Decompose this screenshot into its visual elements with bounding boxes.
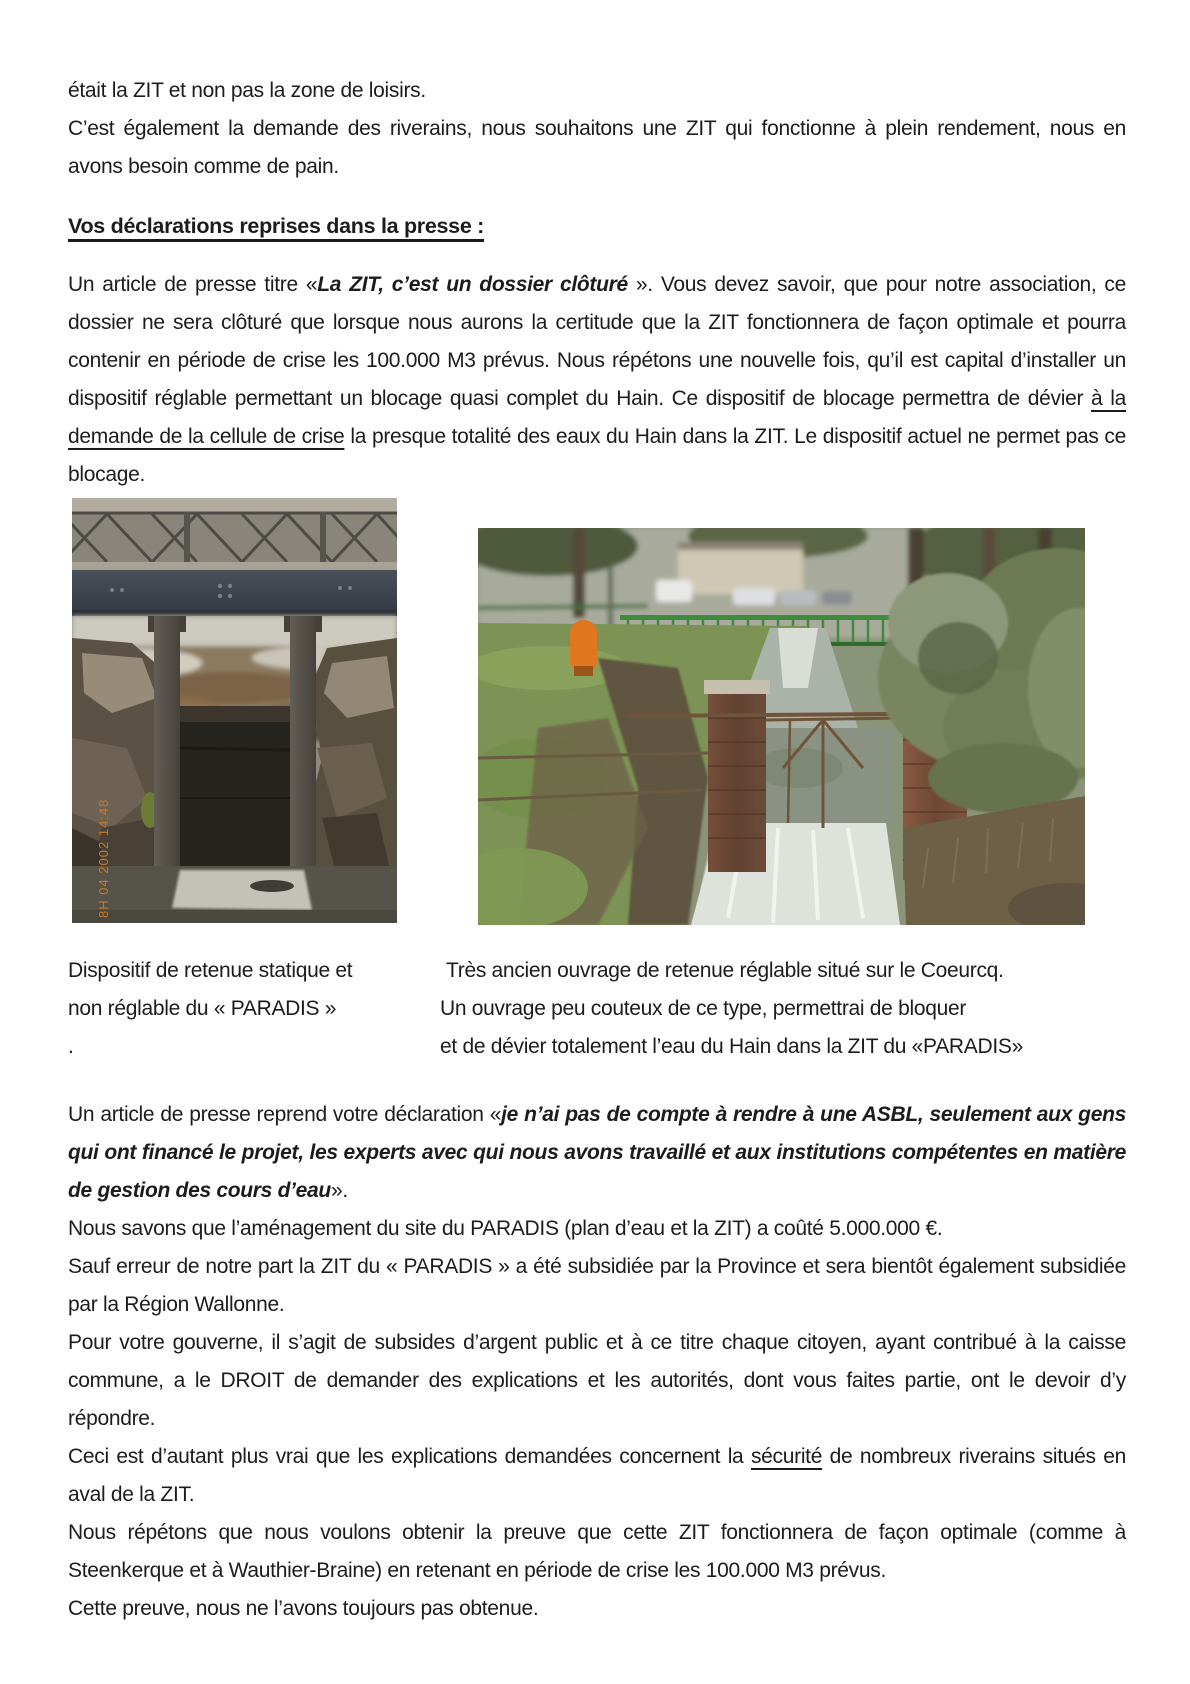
steel-girder xyxy=(72,570,397,616)
paragraph: était la ZIT et non pas la zone de loisirs. xyxy=(68,79,426,102)
text-segment: la presque totalité des eaux du Hain dans la ZIT. Le dispositif actuel ne permet pas ce blocage. xyxy=(68,425,1126,486)
text-segment: La ZIT, c’est un dossier clôturé xyxy=(317,273,636,296)
text-segment: Un article de presse titre « xyxy=(68,273,318,296)
paragraph: C’est également la demande des riverains, nous souhaitons une ZIT qui fonctionne à plein rendement, nous en avons besoin comme de pain. xyxy=(68,117,1126,178)
text-segment: Ceci est d’autant plus vrai que les explications demandées concernent la xyxy=(68,1445,751,1468)
water xyxy=(72,866,397,923)
press-paragraph xyxy=(68,266,1126,494)
camera-timestamp: 8H 04 2002 14:48 xyxy=(96,798,111,918)
paragraph: Nous répétons que nous voulons obtenir la preuve que cette ZIT fonctionnera de façon optimale (comme à Steenkerque et à Wauthier-Braine) en retenant en période de crise les 100.000 M3 prévus. xyxy=(68,1521,1126,1582)
paragraph xyxy=(68,266,1126,494)
paragraph: Nous savons que l’aménagement du site du PARADIS (plan d’eau et la ZIT) a coûté 5.000.000 €. xyxy=(68,1217,943,1240)
text-segment: ». xyxy=(330,1179,348,1202)
caption-line: . xyxy=(68,1035,74,1058)
caption-line: Dispositif de retenue statique et xyxy=(68,959,353,982)
orange-bollard xyxy=(570,620,597,676)
caption-right-photo xyxy=(440,952,1130,1066)
lower-body-text xyxy=(68,1096,1126,1628)
text-segment: de nombreux riverains situés en aval de la ZIT. xyxy=(68,1445,1126,1506)
photo-static-sluice-gate xyxy=(72,498,397,923)
paragraph: Pour votre gouverne, il s’agit de subsides d’argent public et à ce titre chaque citoyen, ayant contribué à la caisse commune, a le DROIT de demander des explications et les autorités, dont vous faites partie, ont le devoir d’y répondre. xyxy=(68,1331,1126,1430)
caption-line: non réglable du « PARADIS » xyxy=(68,997,337,1020)
sluice-gate xyxy=(180,706,290,871)
intro-paragraphs xyxy=(68,72,1126,186)
caption-line: Un ouvrage peu couteux de ce type, permettrai de bloquer xyxy=(440,997,967,1020)
photo-adjustable-weir xyxy=(478,528,1085,925)
caption-left-photo xyxy=(68,952,428,1066)
section-heading: Vos déclarations reprises dans la presse : xyxy=(68,214,485,238)
bridge-truss xyxy=(72,498,397,570)
paragraph: Cette preuve, nous ne l’avons toujours pas obtenue. xyxy=(68,1597,539,1620)
text-segment: Un article de presse reprend votre déclaration « xyxy=(68,1103,502,1126)
text-segment: sécurité xyxy=(750,1445,823,1468)
caption-line: Très ancien ouvrage de retenue réglable situé sur le Coeurcq. xyxy=(446,959,1004,982)
paragraph xyxy=(68,1096,1126,1210)
text-segment: je n’ai pas de compte à rendre à une ASBL, seulement aux gens qui ont financé le projet, les experts avec qui nous avons travaillé et aux institutions compétentes en matière de gestion des cours d’eau xyxy=(68,1103,1126,1202)
caption-line: et de dévier totalement l’eau du Hain dans la ZIT du «PARADIS» xyxy=(440,1035,1023,1058)
paragraph xyxy=(68,1438,1126,1514)
text-segment: ». Vous devez savoir, que pour notre association, ce dossier ne sera clôturé que lorsque nous aurons la certitude que la ZIT fonctionnera de façon optimale et pourra contenir en période de crise les 100.000 M3 prévus. Nous répétons une nouvelle fois, qu’il est capital d’installer un dispositif réglable permettant un blocage quasi complet du Hain. Ce dispositif de blocage permettra de dévier xyxy=(68,273,1126,410)
paragraph: Sauf erreur de notre part la ZIT du « PARADIS » a été subsidiée par la Province et sera bientôt également subsidiée par la Région Wallonne. xyxy=(68,1255,1126,1316)
text-segment: à la demande de la cellule de crise xyxy=(68,387,1126,448)
